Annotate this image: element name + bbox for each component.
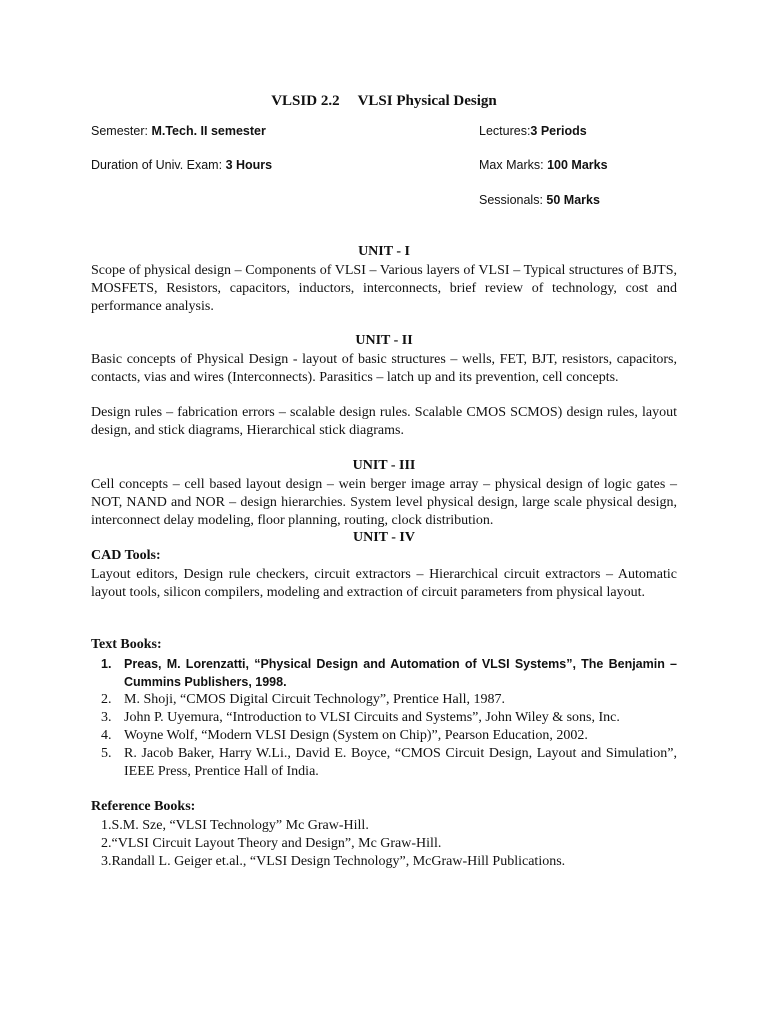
reference-books-heading: Reference Books: (91, 799, 196, 814)
unit-1-text: Scope of physical design – Components of VLSI – Various layers of VLSI – Typical structures of BJTS, MOSFETS, Resistors, capacitors, inductors, interconnects, brief review of technology, cost and performance analysis. (91, 263, 677, 314)
max-marks-value: 100 Marks (547, 158, 608, 172)
max-marks-info (479, 158, 608, 172)
cad-tools-heading: CAD Tools: (91, 548, 161, 563)
reference-books-list (91, 817, 677, 871)
unit-2-text: Basic concepts of Physical Design - layout of basic structures – wells, FET, BJT, resistors, capacitors, contacts, vias and wires (Interconnects). Parasitics – latch up and its prevention, cell concepts. (91, 352, 677, 385)
reference-book-item: 1.S.M. Sze, “VLSI Technology” Mc Graw-Hill. (101, 818, 369, 833)
text-book-item: 4. Woyne Wolf, “Modern VLSI Design (System on Chip)”, Pearson Education, 2002. (101, 728, 588, 743)
reference-book-item: 2.“VLSI Circuit Layout Theory and Design”, Mc Graw-Hill. (101, 836, 442, 851)
unit-2-heading: UNIT - II (355, 333, 413, 348)
course-title (0, 93, 768, 110)
sessionals-info (479, 193, 600, 207)
sessionals-value: 50 Marks (546, 193, 600, 207)
semester-label: Semester: (91, 124, 148, 138)
reference-book-item: 3.Randall L. Geiger et.al., “VLSI Design Technology”, McGraw-Hill Publications. (101, 854, 566, 869)
text-book-item: 5. R. Jacob Baker, Harry W.Li., David E. Boyce, “CMOS Circuit Design, Layout and Simulation”, IEEE Press, Prentice Hall of India. (101, 746, 677, 779)
text-books-list (91, 655, 677, 781)
duration-value: 3 Hours (225, 158, 273, 172)
text-books-heading: Text Books: (91, 637, 162, 652)
semester-value: M.Tech. II semester (151, 124, 266, 138)
text-book-item: 1. Preas, M. Lorenzatti, “Physical Design and Automation of VLSI Systems”, The Benjamin – Cummins Publishers, 1998. (101, 657, 677, 689)
lectures-value: 3 Periods (530, 124, 587, 138)
unit-3-text: Cell concepts – cell based layout design – wein berger image array – physical design of logic gates – NOT, NAND and NOR – design hierarchies. System level physical design, large scale physical design, interconnect delay modeling, floor planning, routing, clock distribution. (91, 477, 677, 528)
unit-3-heading: UNIT - III (352, 458, 416, 473)
text-book-item: 3. John P. Uyemura, “Introduction to VLSI Circuits and Systems”, John Wiley & sons, Inc. (101, 710, 620, 725)
duration-info (91, 158, 272, 172)
unit-1-heading: UNIT - I (358, 244, 410, 259)
lectures-info (479, 124, 587, 138)
course-name: VLSI Physical Design (357, 93, 497, 109)
lectures-label: Lectures: (479, 124, 531, 138)
duration-label: Duration of Univ. Exam: (91, 158, 223, 172)
semester-info (91, 124, 266, 138)
course-code: VLSID 2.2 (271, 93, 340, 109)
unit-4-text: Layout editors, Design rule checkers, circuit extractors – Hierarchical circuit extractors – Automatic layout tools, silicon compilers, modeling and extraction of circuit parameters from physical layout. (91, 567, 677, 600)
unit-2-text-2: Design rules – fabrication errors – scalable design rules. Scalable CMOS SCMOS) design rules, layout design, and stick diagrams, Hierarchical stick diagrams. (91, 405, 677, 438)
sessionals-label: Sessionals: (479, 193, 543, 207)
max-marks-label: Max Marks: (479, 158, 544, 172)
text-book-item: 2. M. Shoji, “CMOS Digital Circuit Technology”, Prentice Hall, 1987. (101, 692, 506, 707)
unit-4-heading: UNIT - IV (353, 530, 415, 545)
